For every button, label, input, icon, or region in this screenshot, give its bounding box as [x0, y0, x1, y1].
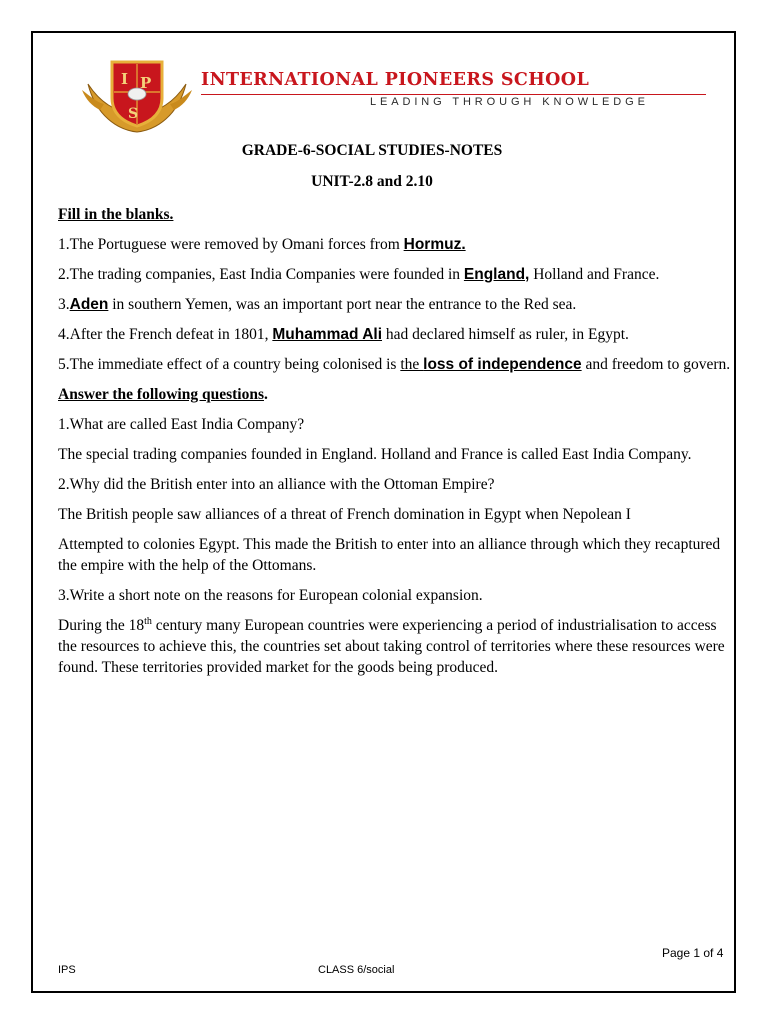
blank-answer-1: Hormuz. [403, 236, 466, 253]
crest-letter-i: I [121, 70, 129, 88]
crest-letter-s: S [128, 106, 139, 122]
question-1: 1.What are called East India Company? [58, 416, 305, 433]
answer-3: During the 18th century many European countries were experiencing a period of industrialisation to access the resources to achieve this, the countries set about taking control of territories where these resources were found. These territories provided market for the goods being produced. [58, 615, 725, 676]
answer-1: The special trading companies founded in England. Holland and France is called East India Company. [58, 446, 692, 463]
blank-answer-4: Muhammad Ali [272, 326, 383, 343]
footer-class-label: CLASS 6/social [318, 964, 395, 976]
footer-school-code: IPS [58, 964, 76, 976]
school-header [78, 54, 718, 134]
blank-item-2: 2.The trading companies, East India Companies were founded in England, Holland and France. [58, 266, 660, 283]
question-2: 2.Why did the British enter into an alliance with the Ottoman Empire? [58, 476, 495, 493]
header-divider [201, 94, 706, 95]
blank-item-1: 1.The Portuguese were removed by Omani forces from Hormuz. [58, 236, 466, 253]
ordinal-superscript: th [144, 615, 152, 627]
document-title: GRADE-6-SOCIAL STUDIES-NOTES [241, 142, 503, 159]
blank-item-3: 3.Aden in southern Yemen, was an important port near the entrance to the Red sea. [58, 296, 577, 313]
questions-heading: Answer the following questions. [58, 386, 268, 403]
school-name: INTERNATIONAL PIONEERS SCHOOL [201, 70, 590, 90]
blank-item-5: 5.The immediate effect of a country being colonised is the loss of independence and freedom to govern. [58, 356, 731, 373]
document-subtitle: UNIT-2.8 and 2.10 [311, 173, 433, 190]
notes-content [58, 140, 734, 687]
school-tagline: LEADING THROUGH KNOWLEDGE [370, 96, 649, 108]
blank-answer-2: England, [463, 266, 530, 283]
school-crest-logo [78, 54, 196, 134]
page-number: Page 1 of 4 [662, 946, 724, 960]
blank-item-4: 4.After the French defeat in 1801, Muhammad Ali had declared himself as ruler, in Egypt. [58, 326, 629, 343]
question-3: 3.Write a short note on the reasons for European colonial expansion. [58, 587, 483, 604]
blank-answer-5-prefix: the [400, 356, 424, 373]
blank-answer-3: Aden [69, 296, 109, 313]
answer-2-line-2: Attempted to colonies Egypt. This made the British to enter into an alliance through which they recaptured the empire with the help of the Ottomans. [58, 536, 721, 574]
crest-letter-p: P [140, 74, 152, 92]
answer-2-line-1: The British people saw alliances of a threat of French domination in Egypt when Nepolean I [58, 506, 631, 523]
blank-answer-5: loss of independence [423, 356, 582, 373]
fill-blanks-heading: Fill in the blanks. [58, 206, 174, 223]
